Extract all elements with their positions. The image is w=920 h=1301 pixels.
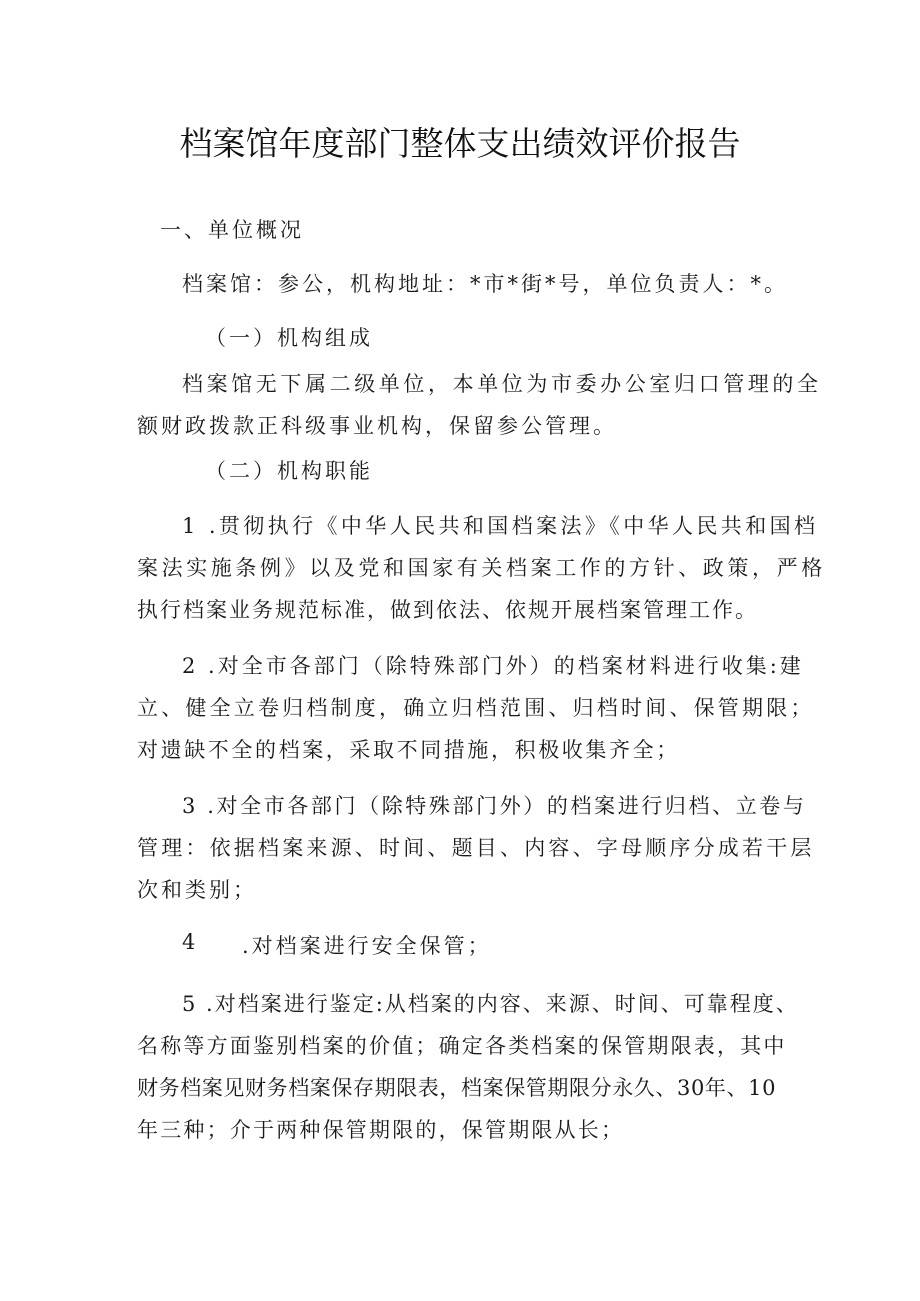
- list-item-line: 2 .对全市各部门（除特殊部门外）的档案材料进行收集:建: [182, 654, 804, 678]
- paragraph-line: 档案馆无下属二级单位，本单位为市委办公室归口管理的全: [182, 372, 822, 396]
- list-item-number: 4: [182, 930, 199, 954]
- document-title: 档案馆年度部门整体支出绩效评价报告: [179, 124, 741, 163]
- list-item-line: 立、健全立卷归档制度，确立归档范围、归档时间、保管期限；: [137, 696, 815, 720]
- intro-paragraph: 档案馆：参公，机构地址：*市*街*号，单位负责人：*。: [182, 272, 788, 296]
- list-item-line: 3 .对全市各部门（除特殊部门外）的档案进行归档、立卷与: [182, 794, 807, 818]
- subsection-heading-composition: （一）机构组成: [205, 326, 373, 350]
- list-item-line: 对遗缺不全的档案，采取不同措施，积极收集齐全；: [137, 738, 680, 762]
- list-item-line: 年三种；介于两种保管期限的，保管期限从长；: [137, 1118, 625, 1142]
- section-heading: 一、单位概况: [160, 218, 304, 242]
- list-item-line: 财务档案见财务档案保存期限表，档案保管期限分永久、30年、10: [137, 1076, 777, 1100]
- list-item-line: 5 .对档案进行鉴定:从档案的内容、来源、时间、可靠程度、: [182, 992, 799, 1016]
- list-item-line: 管理：依据档案来源、时间、题目、内容、字母顺序分成若干层: [137, 836, 815, 860]
- list-item-line: 1 .贯彻执行《中华人民共和国档案法》《中华人民共和国档: [182, 514, 819, 538]
- list-item-line: 名称等方面鉴别档案的价值；确定各类档案的保管期限表，其中: [137, 1034, 787, 1058]
- subsection-heading-functions: （二）机构职能: [205, 459, 373, 483]
- paragraph-line: 额财政拨款正科级事业机构，保留参公管理。: [137, 414, 617, 438]
- list-item-line: 案法实施条例》以及党和国家有关档案工作的方针、政策，严格: [137, 556, 826, 580]
- list-item-line: 执行档案业务规范标准，做到依法、依规开展档案管理工作。: [137, 598, 758, 622]
- list-item-line: 次和类别；: [137, 878, 257, 902]
- list-item-line: .对档案进行安全保管；: [242, 934, 492, 958]
